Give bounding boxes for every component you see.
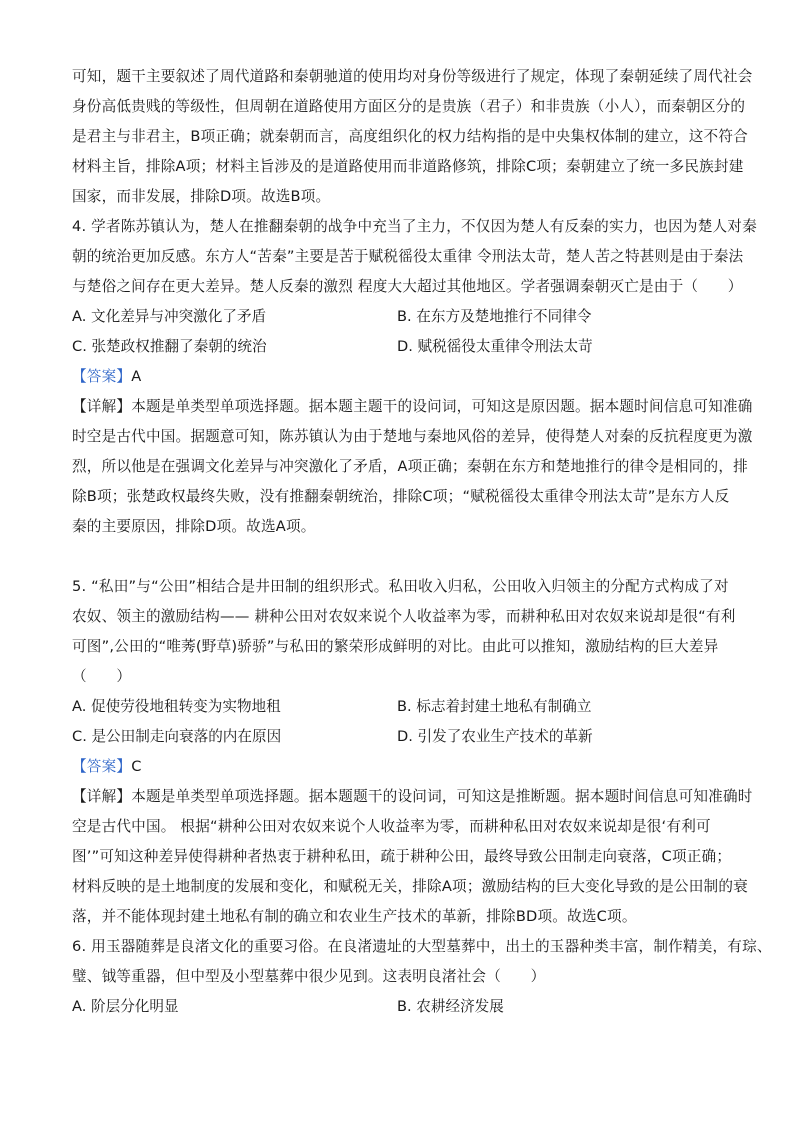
q5-option-d: D. 引发了农业生产技术的革新 (397, 728, 593, 745)
intro-line: 是君主与非君主，B项正确；就秦朝而言，高度组织化的权力结构指的是中央集权体制的建立，这不符合 (72, 128, 748, 145)
q6-stem-line: 璧、钺等重器，但中型及小型墓葬中很少见到。这表明良渚社会（ ） (72, 968, 546, 985)
q4-detail-line: 秦的主要原因，排除D项。故选A项。 (72, 518, 316, 535)
q4-option-b: B. 在东方及楚地推行不同律令 (397, 308, 592, 325)
q4-detail-line: 除B项；张楚政权最终失败，没有推翻秦朝统治，排除C项；“赋税徭役太重律令刑法太苛”是东方人反 (72, 488, 730, 505)
q5-detail-line: 图’”可知这种差异使得耕种者热衷于耕种私田，疏于耕种公田，最终导致公田制走向衰落，C项正确； (72, 848, 732, 865)
q6-option-a: A. 阶层分化明显 (72, 998, 179, 1015)
q4-option-c: C. 张楚政权推翻了秦朝的统治 (72, 338, 267, 355)
q4-answer (72, 362, 141, 392)
q5-detail-line: 空是古代中国。 根据“耕种公田对农奴来说个人收益率为零，而耕种私田对农奴来说却是很‘有利可 (72, 818, 711, 835)
q5-option-a: A. 促使劳役地租转变为实物地租 (72, 698, 281, 715)
q4-option-a: A. 文化差异与冲突激化了矛盾 (72, 308, 267, 325)
q4-detail-line: 烈，所以他是在强调文化差异与冲突激化了矛盾，A项正确；秦朝在东方和楚地推行的律令是相同的，排 (72, 458, 748, 475)
q4-detail-line (72, 392, 753, 422)
q5-detail-line (72, 782, 753, 812)
q4-detail-line: 时空是古代中国。据题意可知，陈苏镇认为由于楚地与秦地风俗的差异，使得楚人对秦的反抗程度更为激 (72, 428, 753, 445)
intro-line: 材料主旨，排除A项；材料主旨涉及的是道路使用而非道路修筑，排除C项；秦朝建立了统一多民族封建 (72, 158, 744, 175)
detail-tag: 【详解】 (72, 398, 132, 415)
q6-option-b: B. 农耕经济发展 (397, 998, 504, 1015)
q4-option-d: D. 赋税徭役太重律令刑法太苛 (397, 338, 593, 355)
intro-line: 身份高低贵贱的等级性，但周朝在道路使用方面区分的是贵族（君子）和非贵族（小人），而秦朝区分的 (72, 98, 746, 115)
q4-stem-line: 4. 学者陈苏镇认为，楚人在推翻秦朝的战争中充当了主力，不仅因为楚人有反秦的实力，也因为楚人对秦 (72, 218, 757, 235)
q4-stem-line: 朝的统治更加反感。东方人“苦秦”主要是苦于赋税徭役太重律 令刑法太苛，楚人苦之特甚则是由于秦法 (72, 248, 744, 265)
q5-detail-line: 落，并不能体现封建土地私有制的确立和农业生产技术的革新，排除BD项。故选C项。 (72, 908, 637, 925)
intro-line: 国家，而非发展，排除D项。故选B项。 (72, 188, 331, 205)
q6-stem-line: 6. 用玉器随葬是良渚文化的重要习俗。在良渚遗址的大型墓葬中，出土的玉器种类丰富，制作精美，有琮、 (72, 938, 772, 955)
answer-value: C (131, 758, 142, 775)
detail-text: 本题是单类型单项选择题。据本题题干的设问词，可知这是推断题。据本题时间信息可知准确时 (131, 788, 753, 805)
q5-answer (72, 752, 142, 782)
detail-tag: 【详解】 (72, 788, 132, 805)
q5-stem-line: 5. “私田”与“公田”相结合是井田制的组织形式。私田收入归私，公田收入归领主的分配方式构成了对 (72, 578, 729, 595)
q5-stem-line: （ ） (72, 668, 132, 685)
q5-stem-line: 农奴、领主的激励结构—— 耕种公田对农奴来说个人收益率为零，而耕种私田对农奴来说却是很“有利 (72, 608, 736, 625)
detail-text: 本题是单类型单项选择题。据本题主题干的设问词，可知这是原因题。据本题时间信息可知准确 (131, 398, 753, 415)
q4-stem-line: 与楚俗之间存在更大差异。楚人反秦的激烈 程度大大超过其他地区。学者强调秦朝灭亡是由于（ ） (72, 278, 743, 295)
q5-option-c: C. 是公田制走向衰落的内在原因 (72, 728, 282, 745)
intro-line: 可知，题干主要叙述了周代道路和秦朝驰道的使用均对身份等级进行了规定，体现了秦朝延续了周代社会 (72, 68, 753, 85)
q5-detail-line: 材料反映的是土地制度的发展和变化，和赋税无关，排除A项；激励结构的巨大变化导致的是公田制的衰 (72, 878, 748, 895)
answer-value: A (131, 368, 142, 385)
q5-stem-line: 可图”,公田的“唯莠(野草)骄骄”与私田的繁荣形成鲜明的对比。由此可以推知，激励结构的巨大差异 (72, 638, 719, 655)
answer-tag: 【答案】 (72, 758, 132, 775)
q5-option-b: B. 标志着封建土地私有制确立 (397, 698, 592, 715)
answer-tag: 【答案】 (72, 368, 132, 385)
